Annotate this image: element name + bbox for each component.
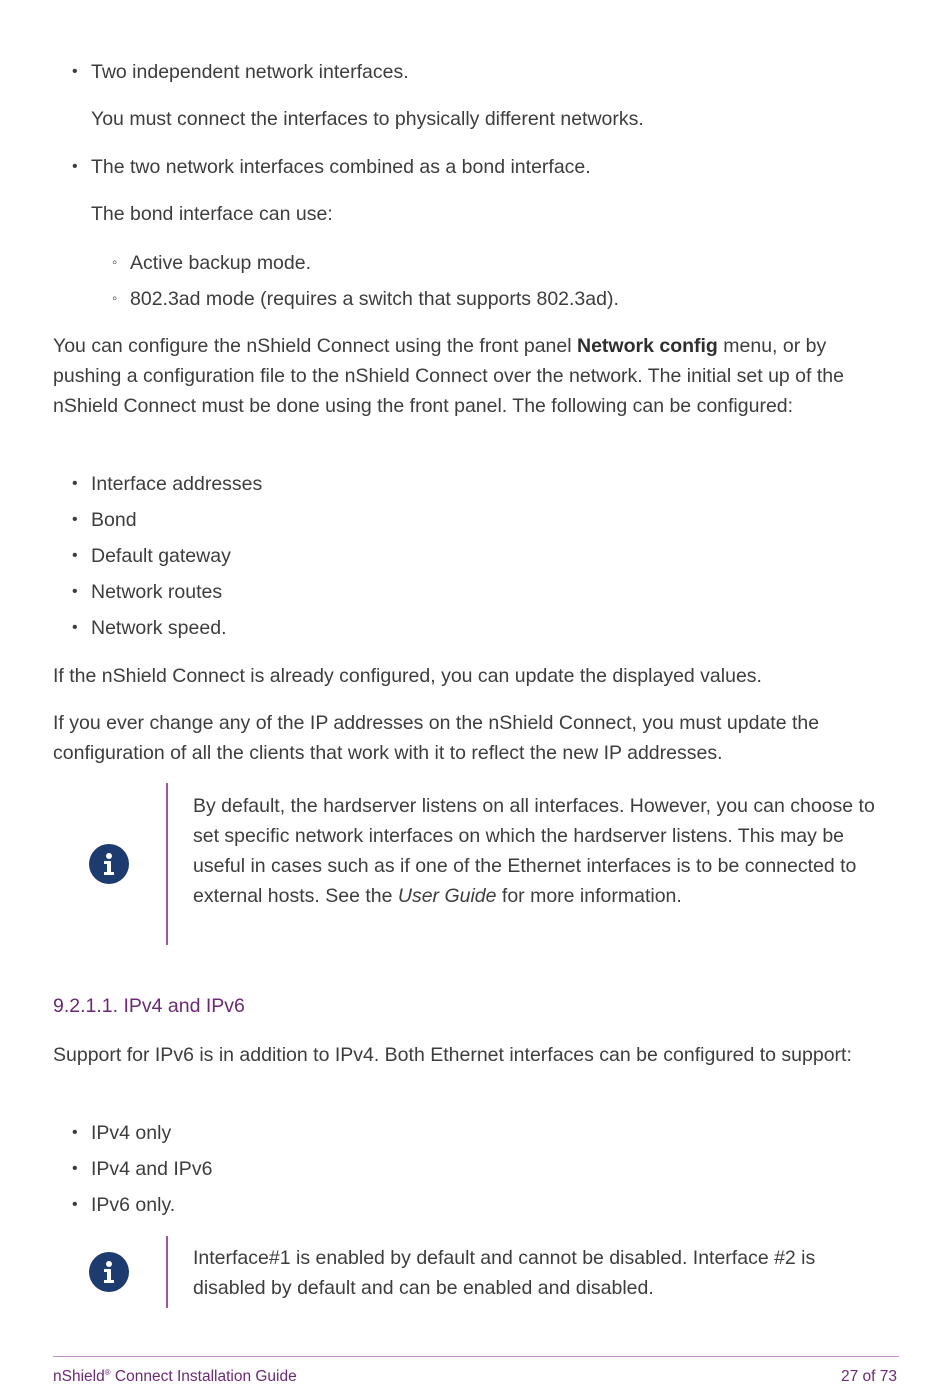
list-item-text: IPv4 and IPv6 (91, 1158, 213, 1180)
list-item-text: 802.3ad mode (requires a switch that supports 802.3ad). (130, 288, 619, 310)
paragraph-config (53, 331, 899, 421)
note-admonition (53, 783, 899, 945)
sub-bullet-list (53, 248, 619, 320)
page-number: 27 of 73 (840, 1368, 897, 1385)
list-item-text: Bond (91, 509, 137, 531)
list-item (53, 1154, 212, 1190)
paragraph-update: If the nShield Connect is already configured, you can update the displayed values. (53, 665, 762, 687)
menu-name: Network config (577, 335, 718, 357)
paragraph-text: menu, or by pushing a configuration file to the nShield Connect over the network. The initial set up of the nShield Connect must be done using the front panel. The following can be configured: (53, 335, 844, 417)
config-item-list (53, 469, 262, 649)
list-item (53, 505, 262, 541)
list-item-text: IPv4 only (91, 1122, 172, 1144)
info-icon (89, 1252, 129, 1292)
ip-item-list (53, 1118, 212, 1226)
paragraph-ip: If you ever change any of the IP addresses on the nShield Connect, you must update the configuration of all the clients that work with it to reflect the new IP addresses. (53, 712, 820, 764)
note-divider (166, 783, 168, 945)
top-bullet-list (53, 57, 409, 93)
list-item-text: Network routes (91, 581, 223, 603)
list-item (53, 541, 262, 577)
list-item-text: Two independent network interfaces. (91, 61, 409, 83)
top-bullet-list-2 (53, 152, 591, 188)
footer-divider (53, 1356, 899, 1357)
section-heading: 9.2.1.1. IPv4 and IPv6 (53, 995, 245, 1017)
list-item-text: Interface addresses (91, 473, 263, 495)
list-item-text: Network speed. (91, 617, 227, 639)
list-item-text: Default gateway (91, 545, 231, 567)
list-item (53, 1118, 212, 1154)
note-text (193, 791, 883, 911)
note-body: for more information. (496, 885, 682, 907)
list-item (53, 613, 262, 649)
footer-title (53, 1368, 297, 1386)
note-body: By default, the hardserver listens on all interfaces. However, you can choose to set specific network interfaces on which the hardserver listens. This may be useful in cases such as if one of the Ethernet interfaces is to be connected to external hosts. See the (193, 795, 875, 907)
list-item-text: IPv6 only. (91, 1194, 176, 1216)
registered-mark: ® (104, 1368, 111, 1377)
note-text: Interface#1 is enabled by default and cannot be disabled. Interface #2 is disabled by default and can be enabled and disabled. (193, 1247, 816, 1299)
info-icon (89, 844, 129, 884)
list-item (53, 1190, 212, 1226)
note-divider (166, 1236, 168, 1308)
list-item-note: The bond interface can use: (91, 203, 333, 225)
sub-list-item (53, 284, 619, 320)
footer-title-text: Connect Installation Guide (110, 1368, 297, 1386)
note-admonition (53, 1236, 899, 1308)
list-item-note: You must connect the interfaces to physically different networks. (91, 108, 644, 130)
list-item (53, 152, 591, 188)
paragraph-text: You can configure the nShield Connect using the front panel (53, 335, 577, 357)
footer-title-text: nShield (53, 1368, 105, 1386)
list-item (53, 57, 409, 93)
paragraph-ipv6: Support for IPv6 is in addition to IPv4. Both Ethernet interfaces can be configured to support: (53, 1044, 852, 1066)
list-item-text: The two network interfaces combined as a bond interface. (91, 156, 591, 178)
guide-reference: User Guide (397, 885, 497, 907)
list-item (53, 577, 262, 613)
list-item (53, 469, 262, 505)
list-item-text: Active backup mode. (130, 252, 312, 274)
sub-list-item (53, 248, 619, 284)
